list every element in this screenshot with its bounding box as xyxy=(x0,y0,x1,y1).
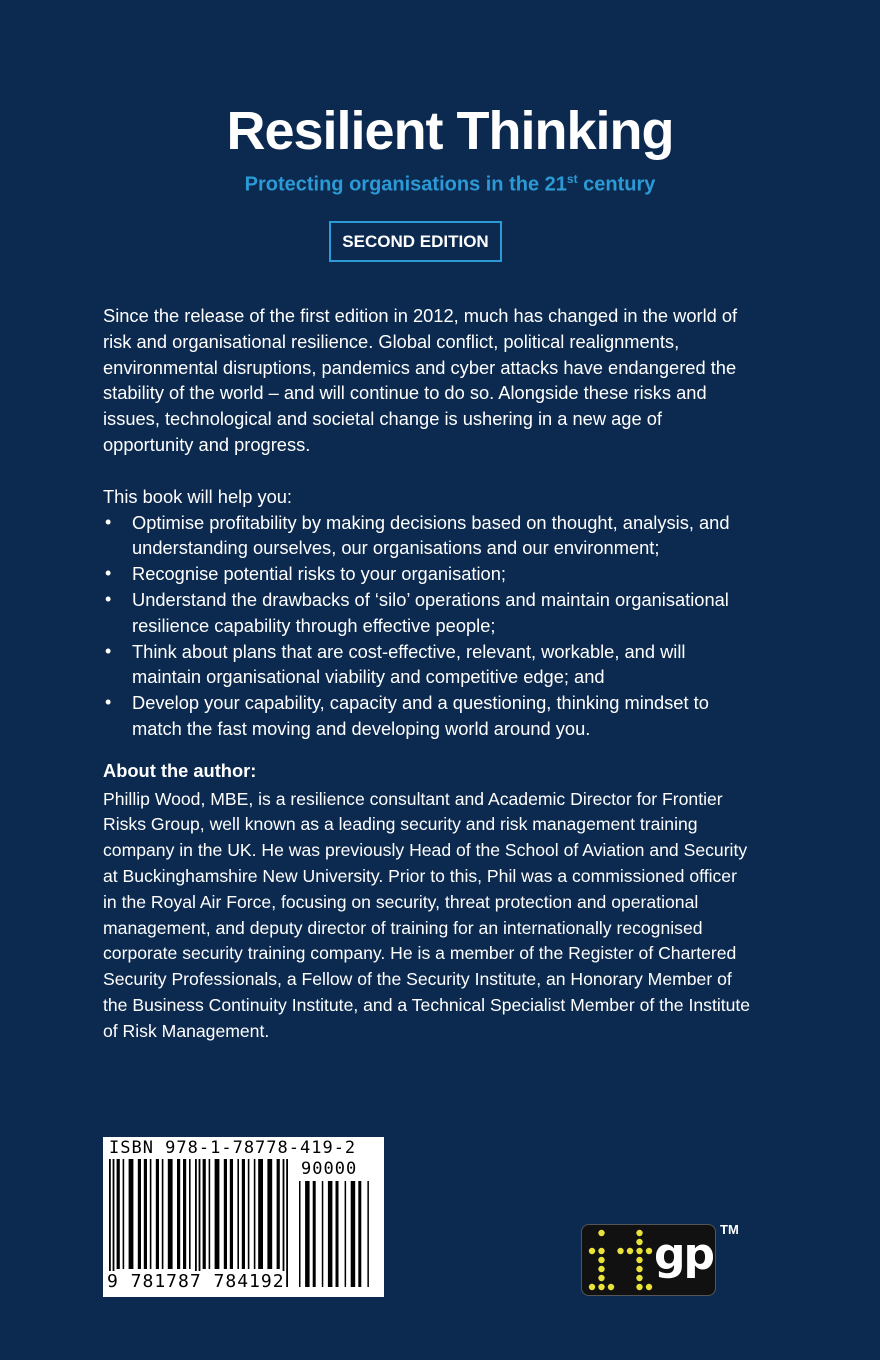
logo-dot xyxy=(598,1284,604,1290)
list-item: • Understand the drawbacks of ‘silo’ operations and maintain organisational resilience capability through effective people; xyxy=(103,587,753,639)
barcode-bar xyxy=(113,1159,115,1287)
barcode-bar xyxy=(322,1181,324,1287)
barcode-bar xyxy=(328,1181,333,1287)
logo-dot xyxy=(636,1257,642,1263)
logo-dot xyxy=(636,1239,642,1245)
barcode-bar xyxy=(123,1159,125,1269)
barcode-bar xyxy=(215,1159,220,1269)
barcode-bar xyxy=(209,1159,211,1269)
list-item: • Develop your capability, capacity and a questioning, thinking mindset to match the fast moving and developing world around you. xyxy=(103,690,753,742)
barcode-bar xyxy=(138,1159,141,1269)
barcode-bar xyxy=(336,1181,339,1287)
barcode-bar xyxy=(189,1159,191,1269)
barcode-bar xyxy=(313,1181,316,1287)
list-intro: This book will help you: xyxy=(103,485,292,507)
logo-dot xyxy=(646,1248,652,1254)
barcode-bar xyxy=(351,1181,356,1287)
logo-dot xyxy=(608,1284,614,1290)
back-cover-text xyxy=(103,303,753,1045)
barcode-bar xyxy=(144,1159,147,1269)
trademark-symbol: TM xyxy=(720,1222,739,1237)
it-dot-matrix-icon xyxy=(586,1225,658,1296)
logo-dot xyxy=(598,1275,604,1281)
barcode-bar xyxy=(150,1159,152,1269)
barcode-bar xyxy=(237,1159,239,1269)
logo-dot xyxy=(627,1248,633,1254)
logo-dot xyxy=(636,1248,642,1254)
barcode-bar xyxy=(177,1159,180,1269)
barcode-bar xyxy=(286,1159,288,1287)
price-code: 90000 xyxy=(301,1159,358,1179)
barcode-bar xyxy=(162,1159,164,1269)
list-item: • Optimise profitability by making decisions based on thought, analysis, and understanding ourselves, our organisations and our environment; xyxy=(103,510,753,562)
logo-dot xyxy=(636,1230,642,1236)
logo-dot xyxy=(589,1284,595,1290)
list-item: • Recognise potential risks to your organisation; xyxy=(103,561,753,587)
barcode-bar xyxy=(203,1159,206,1269)
barcode-bar xyxy=(248,1159,250,1269)
barcode-bar xyxy=(283,1159,285,1287)
barcode-bar xyxy=(305,1181,310,1287)
logo-dot xyxy=(598,1248,604,1254)
barcode-bar xyxy=(195,1159,197,1287)
logo-dot xyxy=(617,1248,623,1254)
barcode-bar xyxy=(224,1159,227,1269)
logo-gp-text: gp xyxy=(654,1229,713,1280)
logo-dot xyxy=(636,1284,642,1290)
logo-dot xyxy=(636,1266,642,1272)
barcode-bar xyxy=(345,1181,347,1287)
barcode-digits: 9 781787 784192 xyxy=(107,1271,285,1292)
logo-dot xyxy=(598,1266,604,1272)
barcode-bar xyxy=(254,1159,256,1269)
subtitle-end: century xyxy=(577,173,656,196)
barcode-bar xyxy=(117,1159,120,1269)
logo-dot xyxy=(598,1230,604,1236)
barcode-bar xyxy=(267,1159,272,1269)
intro-paragraph: Since the release of the first edition in 2012, much has changed in the world of risk and organisational resilience. Global conflict, political realignments, environmental disruptions, pandemics and cyber attacks have endangered the stability of the world – and will continue to do so. Alongside these risks and issues, technological and societal change is ushering in a new age of opportunity and progress. xyxy=(103,305,738,455)
itgp-logo xyxy=(581,1224,716,1296)
logo-dot xyxy=(589,1248,595,1254)
isbn-number: ISBN 978-1-78778-419-2 xyxy=(109,1138,357,1158)
barcode-bar xyxy=(358,1181,361,1287)
barcode-bar xyxy=(230,1159,233,1269)
logo-dot xyxy=(646,1284,652,1290)
logo-dot xyxy=(598,1257,604,1263)
book-title: Resilient Thinking xyxy=(226,101,674,161)
isbn-barcode xyxy=(103,1137,384,1297)
barcode-bar xyxy=(109,1159,111,1287)
barcode-bar xyxy=(168,1159,173,1269)
logo-dot xyxy=(636,1275,642,1281)
book-subtitle xyxy=(0,172,880,197)
edition-badge: SECOND EDITION xyxy=(329,221,502,262)
barcode-bar xyxy=(367,1181,369,1287)
list-item: • Think about plans that are cost-effective, relevant, workable, and will maintain organisational viability and competitive edge; and xyxy=(103,639,753,691)
barcode-bar xyxy=(199,1159,201,1287)
barcode-bar xyxy=(299,1181,301,1287)
subtitle-superscript: st xyxy=(566,172,578,186)
subtitle-main: Protecting organisations in the 21 xyxy=(244,173,567,196)
about-author-text: Phillip Wood, MBE, is a resilience consultant and Academic Director for Frontier Risks Group, well known as a leading security and risk management training company in the UK. He was previously Head of the School of Aviation and Security at Buckinghamshire New University. Prior to this, Phil was a commissioned officer in the Royal Air Force, focusing on security, threat protection and operational management, and deputy director of training for an internationally recognised corporate security training company. He is a member of the Register of Chartered Security Professionals, a Fellow of the Security Institute, an Honorary Member of the Business Continuity Institute, and a Technical Specialist Member of the Institute of Risk Management. xyxy=(103,788,751,1041)
barcode-bar xyxy=(242,1159,245,1269)
about-author-heading: About the author: xyxy=(103,759,257,781)
barcode-bar xyxy=(277,1159,280,1269)
barcode-bar xyxy=(156,1159,159,1269)
benefits-list xyxy=(103,510,753,742)
barcode-bar xyxy=(183,1159,186,1269)
barcode-bar xyxy=(258,1159,263,1269)
barcode-bar xyxy=(129,1159,134,1269)
